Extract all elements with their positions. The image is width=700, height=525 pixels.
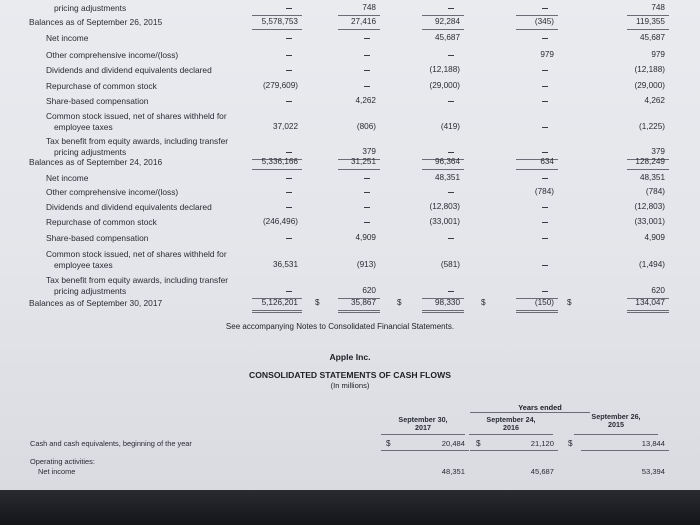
row-label: Balances as of September 26, 2015 (29, 17, 163, 27)
value-cell: 748 (651, 3, 665, 12)
row-label: employee taxes (54, 122, 113, 132)
subtotal-rule (338, 29, 380, 30)
nil-dash (448, 238, 454, 239)
dollar-sign: $ (476, 439, 481, 448)
value-cell: (1,225) (639, 122, 665, 131)
value-cell: 4,909 (355, 233, 376, 242)
subtotal-rule (338, 15, 380, 16)
value-cell: (581) (440, 260, 460, 269)
total-double-rule (338, 310, 380, 311)
value-cell: 620 (362, 286, 376, 295)
row-label: Operating activities: (30, 457, 95, 466)
nil-dash (286, 238, 292, 239)
row-label: pricing adjustments (54, 286, 127, 296)
subtotal-rule (338, 169, 380, 170)
dollar-sign: $ (568, 439, 573, 448)
subtotal-rule (252, 15, 302, 16)
cash-row-rule (581, 450, 669, 451)
row-label: Other comprehensive income/(loss) (46, 187, 179, 197)
nil-dash (448, 152, 454, 153)
nil-dash (542, 152, 548, 153)
value-cell: 20,484 (441, 439, 465, 448)
subtotal-rule (627, 169, 669, 170)
nil-dash (364, 55, 370, 56)
value-cell: 128,249 (635, 157, 665, 166)
total-double-rule (516, 310, 558, 311)
subtotal-rule (516, 169, 558, 170)
value-cell: (1,494) (639, 260, 665, 269)
value-cell: (12,188) (634, 65, 665, 74)
column-header-rule (469, 434, 553, 435)
subtotal-rule (422, 29, 464, 30)
nil-dash (542, 207, 548, 208)
nil-dash (364, 192, 370, 193)
nil-dash (448, 192, 454, 193)
value-cell: 134,047 (635, 298, 665, 307)
row-label: Tax benefit from equity awards, including transfer (46, 275, 229, 285)
nil-dash (448, 101, 454, 102)
equity-row (0, 65, 700, 78)
value-cell: 45,687 (434, 33, 460, 42)
value-cell: 4,262 (355, 96, 376, 105)
nil-dash (542, 101, 548, 102)
total-double-rule (516, 312, 558, 313)
row-label: Tax benefit from equity awards, including transfer (46, 136, 229, 146)
value-cell: 45,687 (530, 467, 554, 476)
statement-title: CONSOLIDATED STATEMENTS OF CASH FLOWS (249, 370, 451, 380)
value-cell: (279,609) (262, 81, 298, 90)
value-cell: 96,364 (434, 157, 460, 166)
row-label: Repurchase of common stock (46, 81, 157, 91)
value-cell: 35,867 (350, 298, 376, 307)
nil-dash (286, 55, 292, 56)
row-label: Common stock issued, net of shares withheld for (46, 111, 227, 121)
column-header-line: September 24, (486, 415, 536, 424)
nil-dash (286, 101, 292, 102)
value-cell: 620 (651, 286, 665, 295)
cash-column-header (373, 416, 473, 432)
dollar-sign: $ (567, 298, 572, 307)
subtotal-rule (252, 169, 302, 170)
dollar-sign: $ (386, 439, 391, 448)
row-label: Net income (38, 467, 76, 476)
nil-dash (448, 55, 454, 56)
row-label: Net income (46, 33, 89, 43)
nil-dash (286, 291, 292, 292)
nil-dash (448, 291, 454, 292)
equity-row (0, 96, 700, 109)
value-cell: 98,330 (434, 298, 460, 307)
subtotal-rule (252, 29, 302, 30)
nil-dash (542, 8, 548, 9)
nil-dash (542, 70, 548, 71)
value-cell: (806) (356, 122, 376, 131)
value-cell: (33,001) (634, 217, 665, 226)
value-cell: (150) (534, 298, 554, 307)
nil-dash (286, 207, 292, 208)
nil-dash (542, 238, 548, 239)
column-header-year: 2015 (608, 420, 624, 429)
total-double-rule (422, 310, 464, 311)
value-cell: 119,355 (636, 17, 665, 26)
dollar-sign: $ (315, 298, 320, 307)
equity-row (0, 217, 700, 230)
company-name: Apple Inc. (329, 352, 371, 362)
nil-dash (542, 291, 548, 292)
row-label: Common stock issued, net of shares withheld for (46, 249, 227, 259)
value-cell: 21,120 (530, 439, 554, 448)
value-cell: 979 (651, 50, 665, 59)
value-cell: 4,909 (644, 233, 665, 242)
cash-row-rule (381, 450, 469, 451)
total-double-rule (422, 312, 464, 313)
total-double-rule (627, 310, 669, 311)
value-cell: 92,284 (434, 17, 460, 26)
equity-row (0, 122, 700, 135)
row-label: Share-based compensation (46, 233, 149, 243)
column-header-year: 2017 (415, 423, 431, 432)
nil-dash (364, 207, 370, 208)
cash-column-header (461, 416, 561, 432)
value-cell: 48,351 (441, 467, 465, 476)
nil-dash (542, 127, 548, 128)
subtotal-rule (627, 15, 669, 16)
units-label: (In millions) (330, 381, 370, 390)
value-cell: (419) (440, 122, 460, 131)
row-label: Net income (46, 173, 89, 183)
nil-dash (448, 8, 454, 9)
nil-dash (364, 38, 370, 39)
subtotal-rule (422, 169, 464, 170)
value-cell: (12,188) (429, 65, 460, 74)
value-cell: 5,336,166 (261, 157, 298, 166)
value-cell: 45,687 (639, 33, 665, 42)
dollar-sign: $ (481, 298, 486, 307)
subtotal-rule (516, 15, 558, 16)
nil-dash (286, 152, 292, 153)
value-cell: 53,394 (641, 467, 665, 476)
nil-dash (286, 178, 292, 179)
row-label: Repurchase of common stock (46, 217, 157, 227)
value-cell: 748 (362, 3, 376, 12)
value-cell: (913) (356, 260, 376, 269)
total-double-rule (252, 312, 302, 313)
years-ended-header: Years ended (518, 403, 562, 412)
nil-dash (286, 70, 292, 71)
row-label: Share-based compensation (46, 96, 149, 106)
cash-column-header (566, 413, 666, 429)
nil-dash (286, 38, 292, 39)
value-cell: (33,001) (429, 217, 460, 226)
value-cell: 13,844 (641, 439, 665, 448)
row-label: Cash and cash equivalents, beginning of the year (30, 439, 192, 448)
value-cell: (345) (534, 17, 554, 26)
nil-dash (542, 178, 548, 179)
column-header-line: September 30, (398, 415, 448, 424)
row-label: pricing adjustments (54, 147, 127, 157)
row-label: Balances as of September 24, 2016 (29, 157, 163, 167)
row-label: employee taxes (54, 260, 113, 270)
value-cell: 36,531 (272, 260, 298, 269)
subtotal-rule (422, 15, 464, 16)
value-cell: 5,578,753 (261, 17, 298, 26)
value-cell: 5,126,201 (261, 298, 298, 307)
nil-dash (542, 265, 548, 266)
total-double-rule (627, 312, 669, 313)
value-cell: 48,351 (639, 173, 665, 182)
row-label: Other comprehensive income/(loss) (46, 50, 179, 60)
row-label: Balances as of September 30, 2017 (29, 298, 163, 308)
nil-dash (364, 222, 370, 223)
row-label: Dividends and dividend equivalents declared (46, 202, 212, 212)
nil-dash (542, 86, 548, 87)
value-cell: 379 (362, 147, 376, 156)
subtotal-rule (627, 29, 669, 30)
value-cell: 48,351 (434, 173, 460, 182)
value-cell: (246,496) (262, 217, 298, 226)
equity-row (0, 202, 700, 215)
value-cell: (784) (645, 187, 665, 196)
subtotal-rule (516, 29, 558, 30)
equity-row (0, 81, 700, 94)
value-cell: (12,803) (634, 202, 665, 211)
nil-dash (286, 192, 292, 193)
column-header-rule (381, 434, 465, 435)
cash-row-rule (470, 450, 558, 451)
total-double-rule (338, 312, 380, 313)
nil-dash (542, 222, 548, 223)
value-cell: 4,262 (644, 96, 665, 105)
equity-row (0, 260, 700, 273)
cash-flow-row (0, 467, 700, 480)
column-header-rule (574, 434, 658, 435)
column-header-year: 2016 (503, 423, 519, 432)
value-cell: (12,803) (429, 202, 460, 211)
value-cell: (29,000) (634, 81, 665, 90)
equity-row (0, 50, 700, 63)
dollar-sign: $ (397, 298, 402, 307)
value-cell: 979 (540, 50, 554, 59)
value-cell: (29,000) (429, 81, 460, 90)
value-cell: 31,251 (350, 157, 376, 166)
equity-row (0, 33, 700, 46)
equity-row (0, 233, 700, 246)
value-cell: 379 (651, 147, 665, 156)
nil-dash (364, 70, 370, 71)
nil-dash (364, 178, 370, 179)
nil-dash (542, 38, 548, 39)
total-double-rule (252, 310, 302, 311)
equity-row (0, 173, 700, 186)
column-header-line: September 26, (591, 412, 641, 421)
notes-reference: See accompanying Notes to Consolidated Financial Statements. (225, 322, 455, 331)
row-label: Dividends and dividend equivalents declared (46, 65, 212, 75)
value-cell: 27,416 (350, 17, 376, 26)
nil-dash (364, 86, 370, 87)
nil-dash (286, 8, 292, 9)
value-cell: 634 (540, 157, 554, 166)
screen-bezel (0, 490, 700, 525)
value-cell: (784) (534, 187, 554, 196)
row-label: pricing adjustments (54, 3, 127, 13)
equity-row (0, 187, 700, 200)
value-cell: 37,022 (272, 122, 298, 131)
